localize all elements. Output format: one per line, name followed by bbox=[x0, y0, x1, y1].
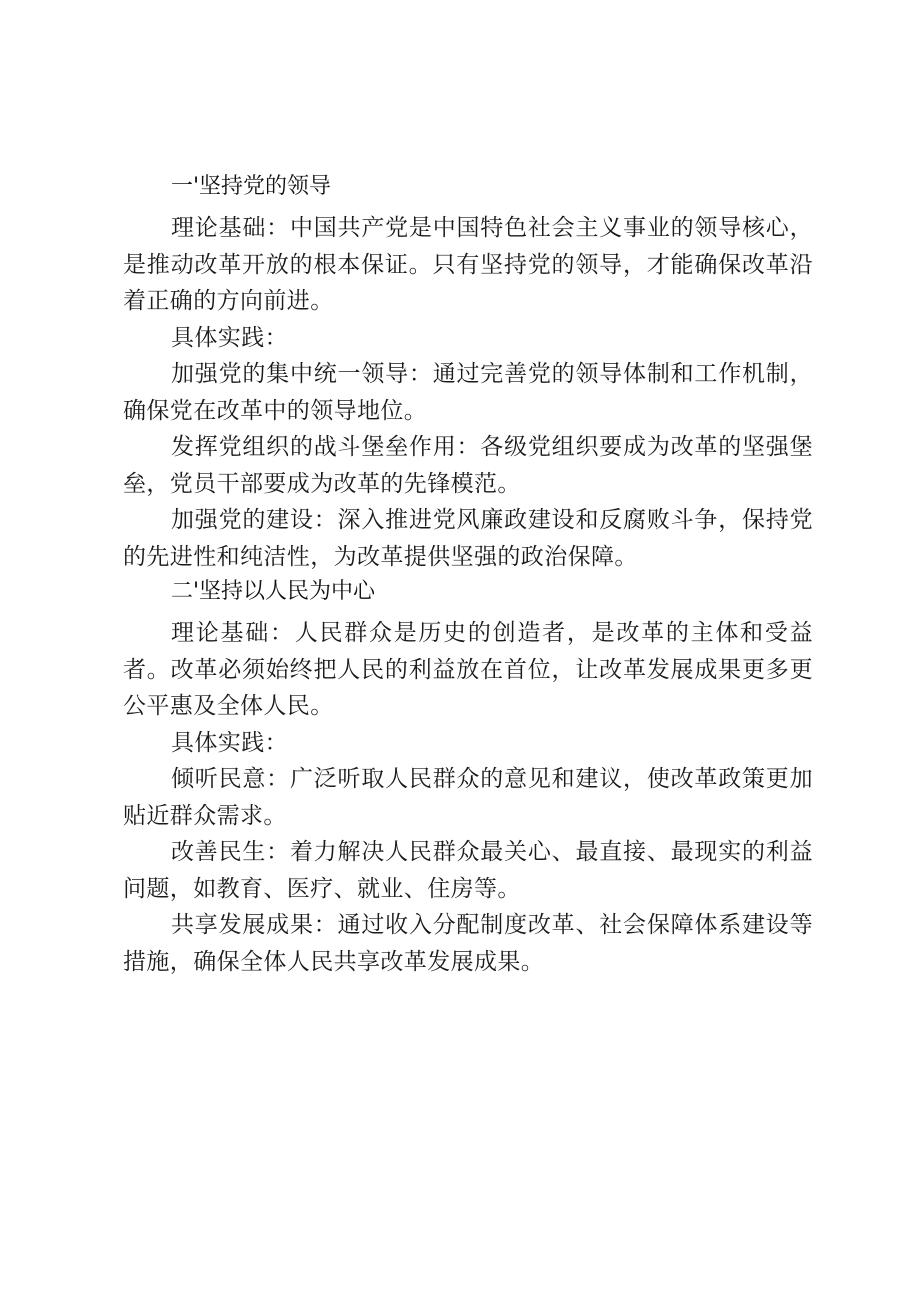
paragraph-practice-label-1: 具体实践： bbox=[171, 324, 288, 351]
document-body bbox=[123, 170, 813, 980]
paragraph-practice-2-1: 倾听民意：广泛听取人民群众的意见和建议，使改革政策更加贴近群众需求。 bbox=[123, 766, 813, 829]
paragraph-practice-2-3: 共享发展成果：通过收入分配制度改革、社会保障体系建设等措施，确保全体人民共享改革发展成果。 bbox=[123, 912, 813, 975]
paragraph-practice-1-2: 发挥党组织的战斗堡垒作用：各级党组织要成为改革的坚强堡垒，党员干部要成为改革的先锋模范。 bbox=[123, 434, 813, 497]
paragraph-theory-2: 理论基础：人民群众是历史的创造者，是改革的主体和受益者。改革必须始终把人民的利益放在首位，让改革发展成果更多更公平惠及全体人民。 bbox=[123, 620, 813, 719]
paragraph-practice-1-1: 加强党的集中统一领导：通过完善党的领导体制和工作机制，确保党在改革中的领导地位。 bbox=[123, 361, 813, 424]
paragraph-practice-1-3: 加强党的建设：深入推进党风廉政建设和反腐败斗争，保持党的先进性和纯洁性，为改革提供坚强的政治保障。 bbox=[123, 507, 813, 570]
section-heading-2: 二'坚持以人民为中心 bbox=[171, 579, 376, 604]
paragraph-theory-1: 理论基础：中国共产党是中国特色社会主义事业的领导核心，是推动改革开放的根本保证。只有坚持党的领导，才能确保改革沿着正确的方向前进。 bbox=[123, 215, 813, 314]
paragraph-practice-label-2: 具体实践： bbox=[171, 729, 288, 756]
paragraph-practice-2-2: 改善民生：着力解决人民群众最关心、最直接、最现实的利益问题，如教育、医疗、就业、住房等。 bbox=[123, 839, 813, 902]
section-heading-1: 一'坚持党的领导 bbox=[171, 174, 332, 199]
